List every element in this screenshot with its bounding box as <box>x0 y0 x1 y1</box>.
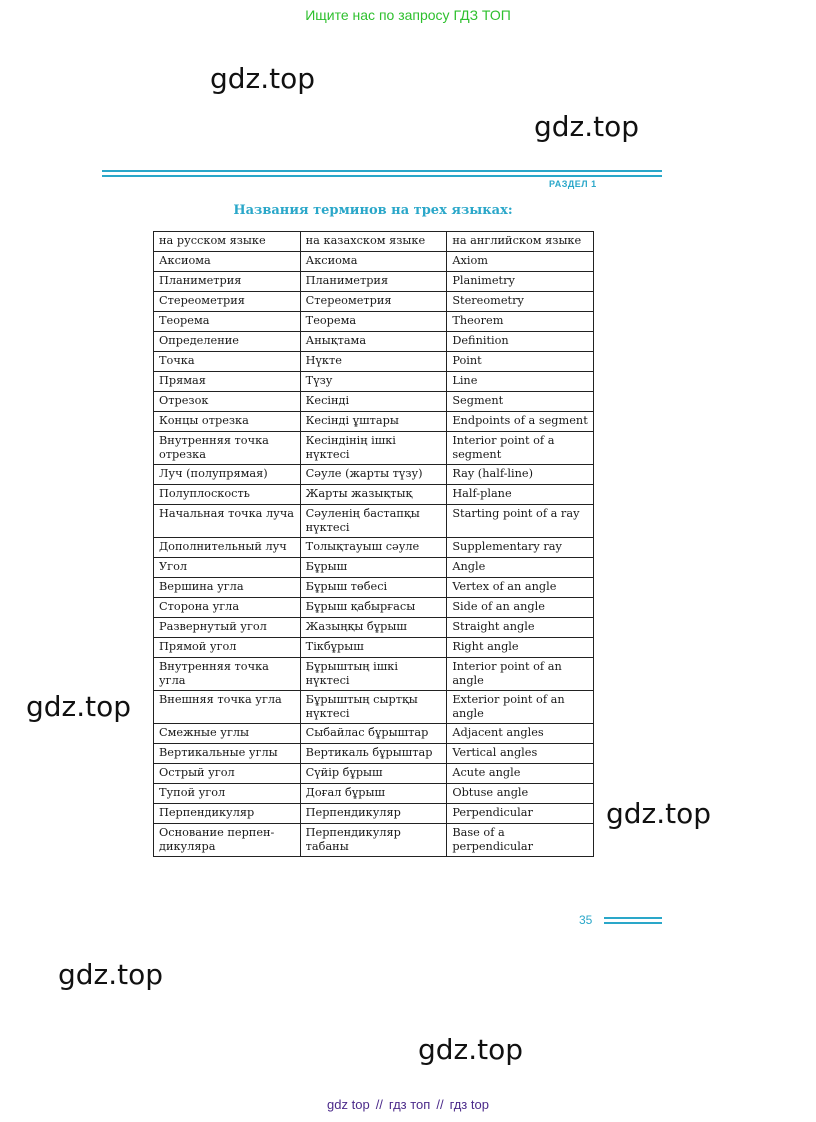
cell-kazakh: Бұрыш қабырғасы <box>300 598 447 618</box>
table-row <box>154 252 594 272</box>
table-row <box>154 372 594 392</box>
footer-rule <box>604 922 662 924</box>
cell-russian: Полуплоскость <box>154 485 301 505</box>
cell-kazakh: Бұрыш <box>300 558 447 578</box>
cell-kazakh: Стереометрия <box>300 292 447 312</box>
cell-kazakh: Толықтауыш сәуле <box>300 538 447 558</box>
table-row <box>154 618 594 638</box>
watermark: gdz.top <box>418 1033 524 1066</box>
cell-english: Perpendicular <box>447 804 594 824</box>
cell-kazakh: Бұрыштың ішкі нүктесі <box>300 658 447 691</box>
cell-english: Half-plane <box>447 485 594 505</box>
cell-english: Axiom <box>447 252 594 272</box>
cell-english: Ray (half-line) <box>447 465 594 485</box>
terms-table <box>153 231 594 857</box>
cell-kazakh: Вертикаль бұрыштар <box>300 744 447 764</box>
header-rule <box>102 170 662 172</box>
cell-kazakh: Тікбұрыш <box>300 638 447 658</box>
section-label: РАЗДЕЛ 1 <box>549 179 597 189</box>
cell-english: Acute angle <box>447 764 594 784</box>
cell-kazakh: Планиметрия <box>300 272 447 292</box>
cell-russian: Луч (полупрямая) <box>154 465 301 485</box>
table-row <box>154 272 594 292</box>
table-row <box>154 744 594 764</box>
cell-english: Theorem <box>447 312 594 332</box>
page-number: 35 <box>579 913 593 927</box>
cell-russian: Стереометрия <box>154 292 301 312</box>
cell-english: Obtuse angle <box>447 784 594 804</box>
table-row <box>154 658 594 691</box>
table-row <box>154 432 594 465</box>
cell-russian: Начальная точка луча <box>154 505 301 538</box>
table-row <box>154 691 594 724</box>
watermark: gdz.top <box>534 110 640 143</box>
footer-separator: // <box>375 1097 383 1112</box>
top-banner[interactable]: Ищите нас по запросу ГДЗ ТОП <box>305 7 511 23</box>
table-row <box>154 764 594 784</box>
cell-russian: Теорема <box>154 312 301 332</box>
cell-russian: Вертикальные углы <box>154 744 301 764</box>
cell-russian: Определение <box>154 332 301 352</box>
header-russian: на русском языке <box>154 232 301 252</box>
table-row <box>154 292 594 312</box>
cell-english: Vertical angles <box>447 744 594 764</box>
table-row <box>154 538 594 558</box>
cell-russian: Аксиома <box>154 252 301 272</box>
watermark: gdz.top <box>606 797 712 830</box>
cell-kazakh: Анықтама <box>300 332 447 352</box>
cell-english: Point <box>447 352 594 372</box>
table-row <box>154 804 594 824</box>
table-row <box>154 638 594 658</box>
cell-english: Right angle <box>447 638 594 658</box>
cell-kazakh: Кесінді <box>300 392 447 412</box>
cell-russian: Сторона угла <box>154 598 301 618</box>
cell-kazakh: Бұрыш төбесі <box>300 578 447 598</box>
cell-english: Planimetry <box>447 272 594 292</box>
cell-english: Interior point of a segment <box>447 432 594 465</box>
cell-kazakh: Аксиома <box>300 252 447 272</box>
cell-russian: Смежные углы <box>154 724 301 744</box>
cell-russian: Прямой угол <box>154 638 301 658</box>
cell-russian: Острый угол <box>154 764 301 784</box>
cell-english: Adjacent angles <box>447 724 594 744</box>
cell-english: Angle <box>447 558 594 578</box>
cell-kazakh: Доғал бұрыш <box>300 784 447 804</box>
table-row <box>154 352 594 372</box>
cell-kazakh: Бұрыштың сыртқы нүктесі <box>300 691 447 724</box>
footer-link[interactable]: гдз top <box>449 1097 489 1112</box>
cell-english: Endpoints of a segment <box>447 412 594 432</box>
cell-kazakh: Перпендикуляр табаны <box>300 824 447 857</box>
header-rule <box>102 175 662 177</box>
table-row <box>154 312 594 332</box>
cell-russian: Точка <box>154 352 301 372</box>
cell-russian: Отрезок <box>154 392 301 412</box>
table-row <box>154 784 594 804</box>
table-row <box>154 465 594 485</box>
cell-russian: Развернутый угол <box>154 618 301 638</box>
cell-kazakh: Теорема <box>300 312 447 332</box>
footer-link[interactable]: гдз топ <box>388 1097 431 1112</box>
cell-english: Interior point of an angle <box>447 658 594 691</box>
cell-russian: Внутренняя точка отрезка <box>154 432 301 465</box>
header-english: на английском языке <box>447 232 594 252</box>
page-heading: Названия терминов на трех языках: <box>233 203 513 218</box>
cell-russian: Внешняя точка угла <box>154 691 301 724</box>
header-kazakh: на казахском языке <box>300 232 447 252</box>
cell-kazakh: Жазыңқы бұрыш <box>300 618 447 638</box>
footer-links <box>0 1097 816 1112</box>
cell-kazakh: Нүкте <box>300 352 447 372</box>
cell-kazakh: Сәуле (жарты түзу) <box>300 465 447 485</box>
cell-russian: Дополнительный луч <box>154 538 301 558</box>
cell-english: Straight angle <box>447 618 594 638</box>
cell-russian: Перпендикуляр <box>154 804 301 824</box>
table-row <box>154 724 594 744</box>
cell-english: Stereometry <box>447 292 594 312</box>
cell-kazakh: Сүйір бұрыш <box>300 764 447 784</box>
cell-russian: Основание перпен-дикуляра <box>154 824 301 857</box>
table-row <box>154 558 594 578</box>
cell-english: Starting point of a ray <box>447 505 594 538</box>
table-row <box>154 824 594 857</box>
table-row <box>154 332 594 352</box>
cell-russian: Тупой угол <box>154 784 301 804</box>
cell-russian: Планиметрия <box>154 272 301 292</box>
footer-separator: // <box>436 1097 444 1112</box>
cell-russian: Вершина угла <box>154 578 301 598</box>
cell-russian: Прямая <box>154 372 301 392</box>
watermark: gdz.top <box>210 62 316 95</box>
cell-russian: Внутренняя точка угла <box>154 658 301 691</box>
cell-kazakh: Сәуленің бастапқы нүктесі <box>300 505 447 538</box>
cell-english: Side of an angle <box>447 598 594 618</box>
table-row <box>154 598 594 618</box>
cell-kazakh: Перпендикуляр <box>300 804 447 824</box>
footer-link[interactable]: gdz top <box>327 1097 370 1112</box>
cell-english: Segment <box>447 392 594 412</box>
watermark: gdz.top <box>58 958 164 991</box>
table-row <box>154 578 594 598</box>
cell-english: Line <box>447 372 594 392</box>
cell-english: Vertex of an angle <box>447 578 594 598</box>
table-row <box>154 505 594 538</box>
cell-kazakh: Сыбайлас бұрыштар <box>300 724 447 744</box>
table-row <box>154 392 594 412</box>
cell-kazakh: Кесінді ұштары <box>300 412 447 432</box>
table-row <box>154 412 594 432</box>
cell-russian: Угол <box>154 558 301 578</box>
cell-kazakh: Түзу <box>300 372 447 392</box>
table-row <box>154 485 594 505</box>
watermark: gdz.top <box>26 690 132 723</box>
cell-english: Supplementary ray <box>447 538 594 558</box>
cell-kazakh: Кесіндінің ішкі нүктесі <box>300 432 447 465</box>
cell-english: Base of a perpendicular <box>447 824 594 857</box>
footer-rule <box>604 917 662 919</box>
cell-english: Exterior point of an angle <box>447 691 594 724</box>
cell-english: Definition <box>447 332 594 352</box>
cell-russian: Концы отрезка <box>154 412 301 432</box>
cell-kazakh: Жарты жазықтық <box>300 485 447 505</box>
table-header-row <box>154 232 594 252</box>
